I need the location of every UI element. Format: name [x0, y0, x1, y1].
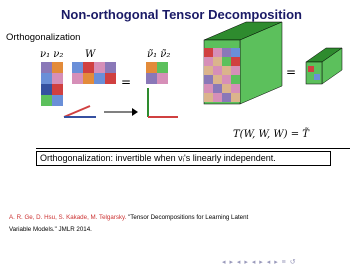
citation	[9, 212, 363, 236]
section-label: Orthogonalization	[6, 32, 81, 43]
arrow-icon	[104, 108, 138, 116]
callout-box: Orthogonalization: invertible when νᵢ's linearly independent.	[36, 151, 331, 166]
nu-tilde-matrix	[146, 62, 168, 84]
citation-title-part2: Variable Models." JMLR 2014.	[9, 226, 92, 233]
tensor-equation: T(W, W, W) = T̃	[233, 129, 309, 140]
w-matrix-label: W	[85, 49, 96, 60]
equals-sign-right: =	[286, 65, 297, 79]
nu-vectors-label: ν₁ ν₂	[40, 49, 64, 60]
nu-tilde-vectors-label: ν̃₁ ν̃₂	[147, 49, 171, 60]
skewed-axes-icon	[64, 106, 96, 117]
result-tensor-cube	[306, 48, 342, 84]
orthogonal-axes-icon	[148, 88, 178, 117]
beamer-navigation[interactable]: ◂ ▸ ◂ ▸ ◂ ▸ ◂ ▸ ≡ ↺	[222, 259, 297, 266]
w-matrix	[72, 62, 116, 84]
equals-sign: =	[121, 75, 132, 89]
divider	[36, 148, 350, 149]
tensor-cube	[204, 22, 282, 104]
nu-matrix	[41, 62, 63, 106]
citation-title-part1: "Tensor Decompositions for Learning Latent	[126, 214, 249, 221]
slide-title: Non-orthogonal Tensor Decomposition	[61, 7, 302, 22]
citation-authors: A. R. Ge, D. Hsu, S. Kakade, M. Telgarsky.	[9, 214, 127, 221]
